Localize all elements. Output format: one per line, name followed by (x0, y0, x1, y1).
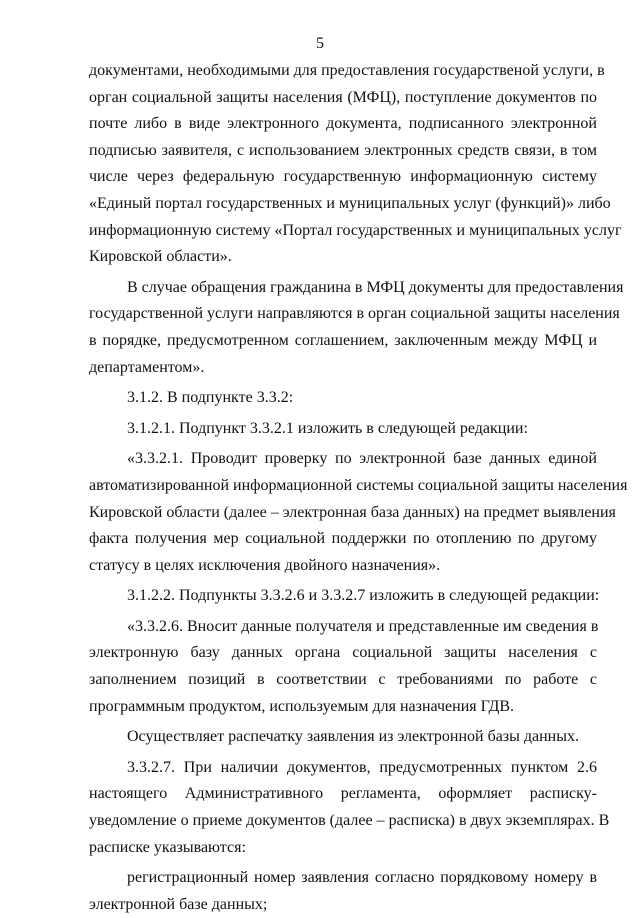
paragraph-3-3-2-7 (89, 755, 610, 861)
text-line: В случае обращения гражданина в МФЦ документы для предоставления (127, 278, 624, 296)
text-line: заполнением позиций в соответствии с требованиями по работе с (89, 671, 597, 689)
text-line: информационную систему «Портал государственных и муниципальных услуг (89, 221, 622, 239)
paragraph-3-3-2-6 (89, 614, 597, 720)
paragraph-printout (89, 724, 597, 751)
text-line: Осуществляет распечатку заявления из электронной базы данных. (127, 728, 579, 746)
text-line: 3.3.2.7. При наличии документов, предусмотренных пунктом 2.6 (127, 758, 597, 776)
paragraph-3-1-2-1 (89, 416, 597, 443)
text-line: государственной услуги направляются в орган социальной защиты населения (89, 305, 620, 323)
text-line: регистрационный номер заявления согласно порядковому номеру в (127, 869, 597, 887)
text-line: автоматизированной информационной системы социальной защиты населения (89, 476, 628, 494)
text-line: департаментом». (89, 358, 205, 376)
text-line: почте либо в виде электронного документа, подписанного электронной (89, 115, 597, 133)
text-line: программным продуктом, используемым для назначения ГДВ. (89, 697, 515, 715)
text-line: уведомление о приеме документов (далее – расписка) в двух экземплярах. В (89, 812, 610, 830)
text-line: 3.1.2.2. Подпункты 3.3.2.6 и 3.3.2.7 изложить в следующей редакции: (127, 587, 600, 605)
paragraph-continuation (89, 58, 622, 271)
paragraph-3-3-2-1 (89, 446, 628, 579)
text-line: в порядке, предусмотренном соглашением, заключенным между МФЦ и (89, 331, 597, 349)
page-number: 5 (316, 35, 324, 52)
text-line: «3.3.2.6. Вносит данные получателя и представленные им сведения в (127, 617, 599, 635)
paragraph-3-1-2 (89, 385, 597, 412)
text-line: «Единый портал государственных и муниципальных услуг (функций)» либо (89, 194, 611, 212)
text-line: 3.1.2. В подпункте 3.3.2: (127, 389, 294, 407)
text-line: электронной базе данных; (89, 895, 268, 913)
text-line: «3.3.2.1. Проводит проверку по электронной базе данных единой (127, 450, 597, 468)
paragraph-3-1-2-2 (89, 583, 600, 610)
text-line: электронную базу данных органа социальной защиты населения с (89, 644, 597, 662)
text-line: 3.1.2.1. Подпункт 3.3.2.1 изложить в следующей редакции: (127, 419, 528, 437)
text-line: документами, необходимыми для предоставления государственой услуги, в (89, 62, 605, 79)
text-line: расписке указываются: (89, 838, 246, 856)
text-line: Кировской области (далее – электронная база данных) на предмет выявления (89, 503, 616, 521)
text-line: статусу в целях исключения двойного назначения». (89, 556, 441, 574)
text-line: числе через федеральную государственную информационную систему (89, 168, 597, 186)
paragraph-mfc (89, 275, 624, 381)
paragraph-registration-number (89, 865, 597, 918)
document-body (89, 58, 628, 918)
text-line: факта получения мер социальной поддержки по отоплению по другому (89, 530, 597, 548)
text-line: подписью заявителя, с использованием электронных средств связи, в том (89, 141, 597, 159)
text-line: орган социальной защиты населения (МФЦ), поступление документов по (89, 88, 597, 106)
text-line: настоящего Административного регламента, оформляет расписку- (89, 785, 597, 803)
text-line: Кировской области». (89, 248, 232, 266)
